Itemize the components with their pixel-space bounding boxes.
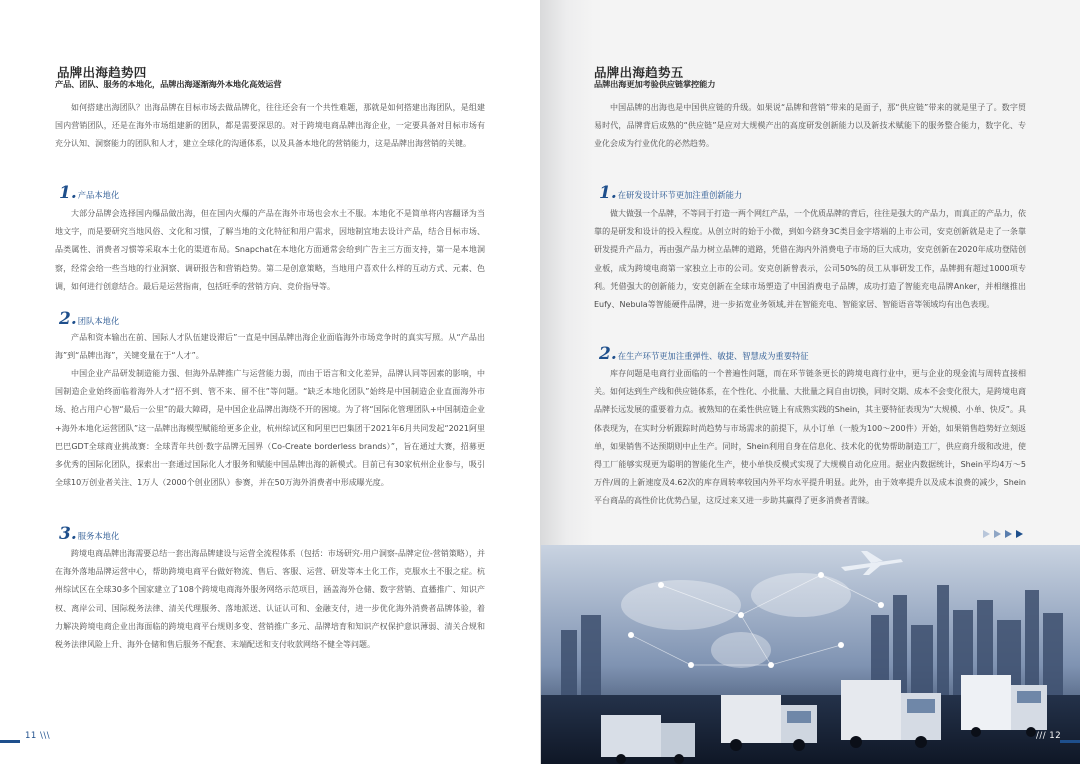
page-number-value: 11 <box>25 731 37 741</box>
page-number <box>1036 731 1061 741</box>
section-number: 2. <box>599 344 617 364</box>
section-label: 团队本地化 <box>77 316 120 326</box>
logistics-photo <box>541 545 1080 764</box>
body-paragraph: 大部分品牌会选择国内爆品做出海，但在国内火爆的产品在海外市场也会水土不服。本地化不是简单将内容翻译为当地文字，而是要研究当地风俗、文化和习惯，了解当地的文化特征和用户需求，因地制宜地去设计产品，结合目标市场、品类属性、消费者习惯等采取本土化的渠道布局。Snapchat在本地化方面通常会给到广告主三方面支持，第一是本地洞察，经常会给一些当地的行业洞察、调研报告和营销趋势。第二是创意策略，当地用户喜欢什么样的互动方式、元素、色调，如何进行创意结合。最后是运营指南，包括旺季的营销方向、竞价指导等。 <box>55 209 485 291</box>
section-heading <box>599 183 742 203</box>
section-heading <box>59 524 119 544</box>
section-label: 服务本地化 <box>77 531 120 541</box>
section-label: 产品本地化 <box>77 190 120 200</box>
section-number: 3. <box>59 524 77 544</box>
body-paragraph: 跨境电商品牌出海需要总结一套出海品牌建设与运营全流程体系（包括：市场研究-用户洞察-品牌定位-营销策略），并在海外落地品牌运营中心，帮助跨境电商平台做好物流、售后、客服、运营、研发等本土化工作，克服水土不服之症。杭州综试区在全球30多个国家建立了108个跨境电商海外服务网络示范项目，涵盖海外仓储、数字营销、直播推广、知识产权、离岸公司、国际税务法律、清关代理服务、落地派送、认证认可和、金融支付，进一步优化海外消费者品牌体验，着力解决跨境电商企业出海面临的跨境电商平台规则多变、营销推广多元、品牌培育和知识产权保护意识薄弱、清关合规和税务法律风险上升、海外仓储和售后服务不配套、末端配送和支付收款网络不健全等问题。 <box>55 549 485 650</box>
body-paragraph: 产品和资本输出在前、国际人才队伍建设滞后”一直是中国品牌出海企业面临海外市场竞争时的真实写照。从“产品出海”到“品牌出海”，关键变量在于“人才”。 <box>55 333 485 361</box>
footer-slash-marks: /// <box>1036 731 1047 741</box>
footer-bar <box>1060 740 1080 743</box>
section-number: 1. <box>59 183 77 203</box>
logistics-illustration <box>541 545 1080 764</box>
footer-slash-marks: \\\ <box>40 731 51 741</box>
body-paragraph: 做大做强一个品牌，不等同于打造一两个网红产品，一个优质品牌的背后，往往是强大的产品力，而真正的产品力，依靠的是研发和设计的投入程度。从创立时的始于小微，到如今跻身3C类目金字塔端的上市公司，安克创新就是走了一条靠研发提升产品力，再由强产品力树立品牌的道路，凭借在海内外消费电子市场的巨大成功，安克创新在2020年成功登陆创业板，成为跨境电商第一家独立上市的公司。安克创新曾表示，公司50%的员工从事研发工作，品牌拥有超过1000项专利。凭借强大的创新能力，安克创新在全球市场塑造了中国消费电子品牌，成功打造了智能充电品牌Anker，并相继推出Eufy、Nebula等智能硬件品牌，进一步拓宽业务领域,并在智能充电、智能家居、智能语音等领域均有出色表现。 <box>594 209 1026 310</box>
trend-title: 品牌出海趋势五 <box>594 65 684 80</box>
body-paragraph: 中国企业产品研发制造能力强、但海外品牌推广与运营能力弱，而由于语言和文化差异，品牌认同等因素的影响，中国制造企业始终面临着海外人才“招不到、管不来、留不住”等问题。“缺乏本地化团队”始终是中国制造企业直面海外市场、抢占用户心智“最后一公里”的最大障碍，是中国企业品牌出海绕不开的困境。为了将“国际化管理团队+中国制造企业+海外本地化运营团队”这一品牌出海模型赋能给更多企业，杭州综试区和阿里巴巴集团于2021年6月共同发起“2021阿里巴巴GDT全球商业挑战赛：全球青年共创·数字品牌无国界（Co-Create borderless brands）”，旨在通过大赛，招募更多优秀的国际化团队，探索出一套通过国际化人才服务和赋能中国品牌出海的新模式。目前已有30家杭州企业参与，吸引全球10万创业者关注、1万人（2000个创业团队）参赛，并在50万海外消费者中形成曝光度。 <box>55 369 485 488</box>
trend-title: 品牌出海趋势四 <box>57 65 147 80</box>
section-number: 1. <box>599 183 617 203</box>
footer-bar <box>0 740 20 743</box>
trend-subtitle: 品牌出海更加考验供应链掌控能力 <box>594 79 716 89</box>
section-heading <box>59 309 119 329</box>
page-number-value: 12 <box>1049 731 1062 741</box>
page-number <box>25 731 50 741</box>
section-label: 在生产环节更加注重弹性、敏捷、智慧成为重要特征 <box>617 351 809 361</box>
section-heading <box>59 183 119 203</box>
section-heading <box>599 344 809 364</box>
section-number: 2. <box>59 309 77 329</box>
intro-paragraph: 中国品牌的出海也是中国供应链的升级。如果说“品牌和营销”带来的是面子，那“供应链”带来的就是里子了。数字贸易时代，品牌背后成熟的“供应链”是应对大规模产出的高度研发创新能力以及新技术赋能下的服务整合能力，数字化、专业化会成为行业优化的必然趋势。 <box>594 103 1026 149</box>
section-label: 在研发设计环节更加注重创新能力 <box>617 190 743 200</box>
triangle-arrows-icon <box>983 529 1027 539</box>
body-paragraph: 库存问题是电商行业面临的一个普遍性问题，而在环节链条更长的跨境电商行业中，更与企业的现金流与周转直接相关。如何达到生产线和供应链体系，在个性化、小批量、大批量之间自由切换，同时交期、成本不会变化很大，是跨境电商品牌长远发展的重要着力点。被熟知的在柔性供应链上有成熟实践的Shein，其主要特征表现为“大规模、小单、快反”。具体表现为，在实时分析跟踪时尚趋势与市场需求的前提下，从小订单（一般为100～200件）开始，如果销售趋势好立刻返单，如果销售不达预期则中止生产。同时，Shein利用自身在信息化、技术化的优势帮助制造工厂，供应商升级和改进，使得工厂能够实现更为聪明的智能化生产，使小单快反模式实现了大规模自动化应用。据业内数据统计，Shein平均4万～5万件/周的上新速度及4.62次的库存周转率较国内外平均水平提升明显。此外，由于效率提升以及成本浪费的减少，Shein平台商品的高性价比优势凸显，这反过来又进一步助其赢得了更多消费者青睐。 <box>594 369 1026 506</box>
trend-subtitle: 产品、团队、服务的本地化，品牌出海逐渐海外本地化高效运营 <box>55 79 282 89</box>
intro-paragraph: 如何搭建出海团队？出海品牌在目标市场去做品牌化，往往还会有一个共性难题，那就是如何搭建出海团队，是组建国内营销团队，还是在海外市场组建新的团队，都是需要深思的。对于跨境电商品牌出海企业，一定要具备对目标市场有充分认知、洞察能力的团队和人才，建立全球化的沟通体系，以及具备本地化的营销能力，这是品牌出海营销的关键。 <box>55 103 485 149</box>
